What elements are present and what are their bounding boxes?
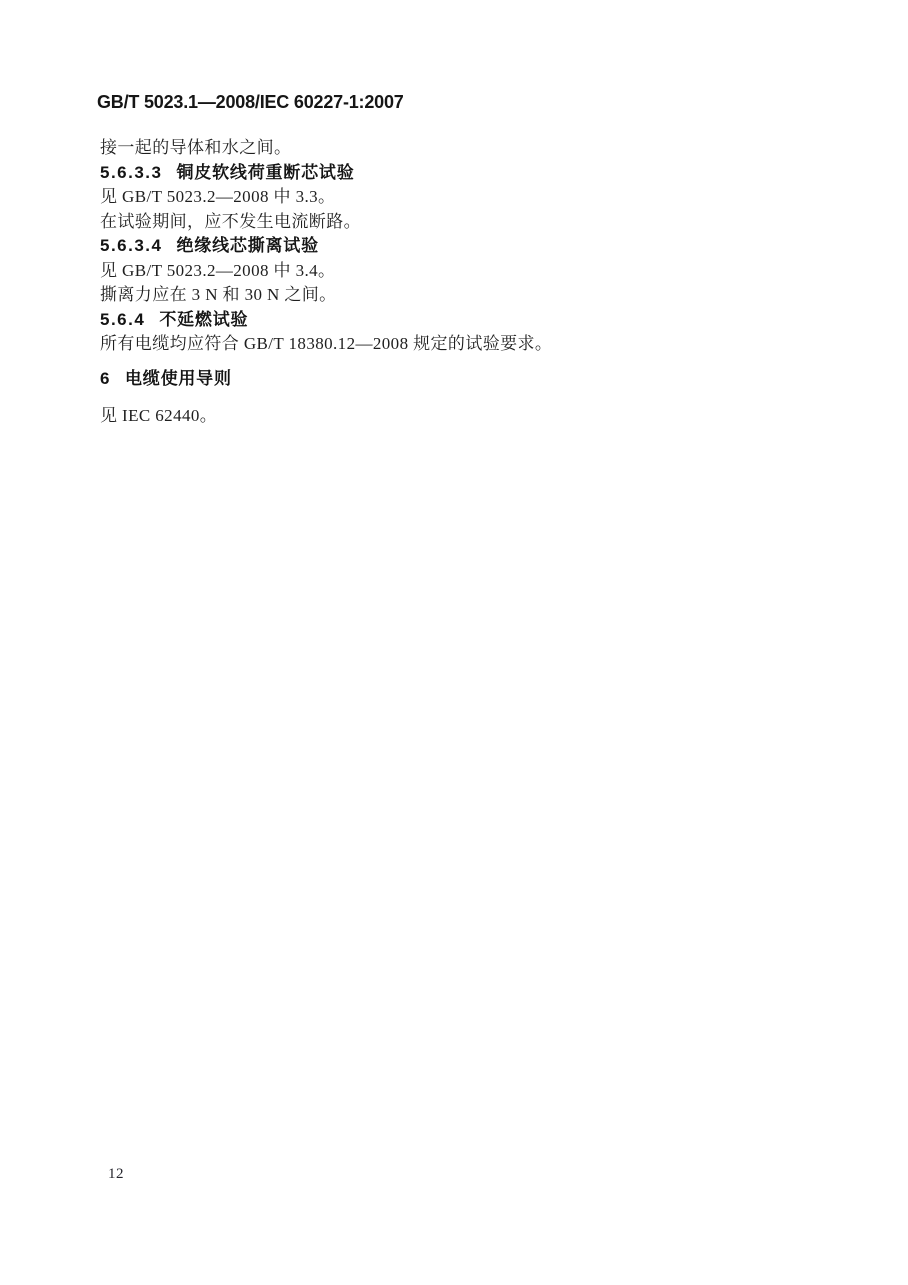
clause-number: 5.6.3.3 bbox=[100, 162, 163, 182]
clause-heading-5-6-3-3 bbox=[100, 161, 858, 186]
paragraph: 见 IEC 62440。 bbox=[100, 406, 218, 425]
paragraph: 所有电缆均应符合 GB/T 18380.12—2008 规定的试验要求。 bbox=[100, 334, 553, 353]
clause-heading-6 bbox=[100, 367, 858, 392]
clause-title: 绝缘线芯撕离试验 bbox=[176, 236, 319, 255]
paragraph-continuation: 接一起的导体和水之间。 bbox=[100, 138, 292, 157]
clause-heading-5-6-3-4 bbox=[100, 234, 858, 259]
clause-number: 6 bbox=[100, 368, 111, 388]
clause-title: 铜皮软线荷重断芯试验 bbox=[176, 162, 355, 182]
clause-title: 不延燃试验 bbox=[159, 309, 249, 329]
standard-designation-header: GB/T 5023.1—2008/IEC 60227-1:2007 bbox=[97, 92, 404, 112]
page-number: 12 bbox=[108, 1166, 124, 1182]
paragraph: 见 GB/T 5023.2—2008 中 3.4。 bbox=[100, 260, 336, 280]
paragraph: 在试验期间，应不发生电流断路。 bbox=[100, 211, 361, 231]
clause-number: 5.6.3.4 bbox=[100, 236, 163, 255]
document-body bbox=[100, 136, 858, 429]
paragraph: 撕离力应在 3 N 和 30 N 之间。 bbox=[100, 285, 337, 304]
clause-heading-5-6-4 bbox=[100, 308, 858, 333]
clause-number: 5.6.4 bbox=[100, 309, 146, 329]
clause-title: 电缆使用导则 bbox=[124, 368, 232, 388]
paragraph: 见 GB/T 5023.2—2008 中 3.3。 bbox=[100, 187, 336, 206]
